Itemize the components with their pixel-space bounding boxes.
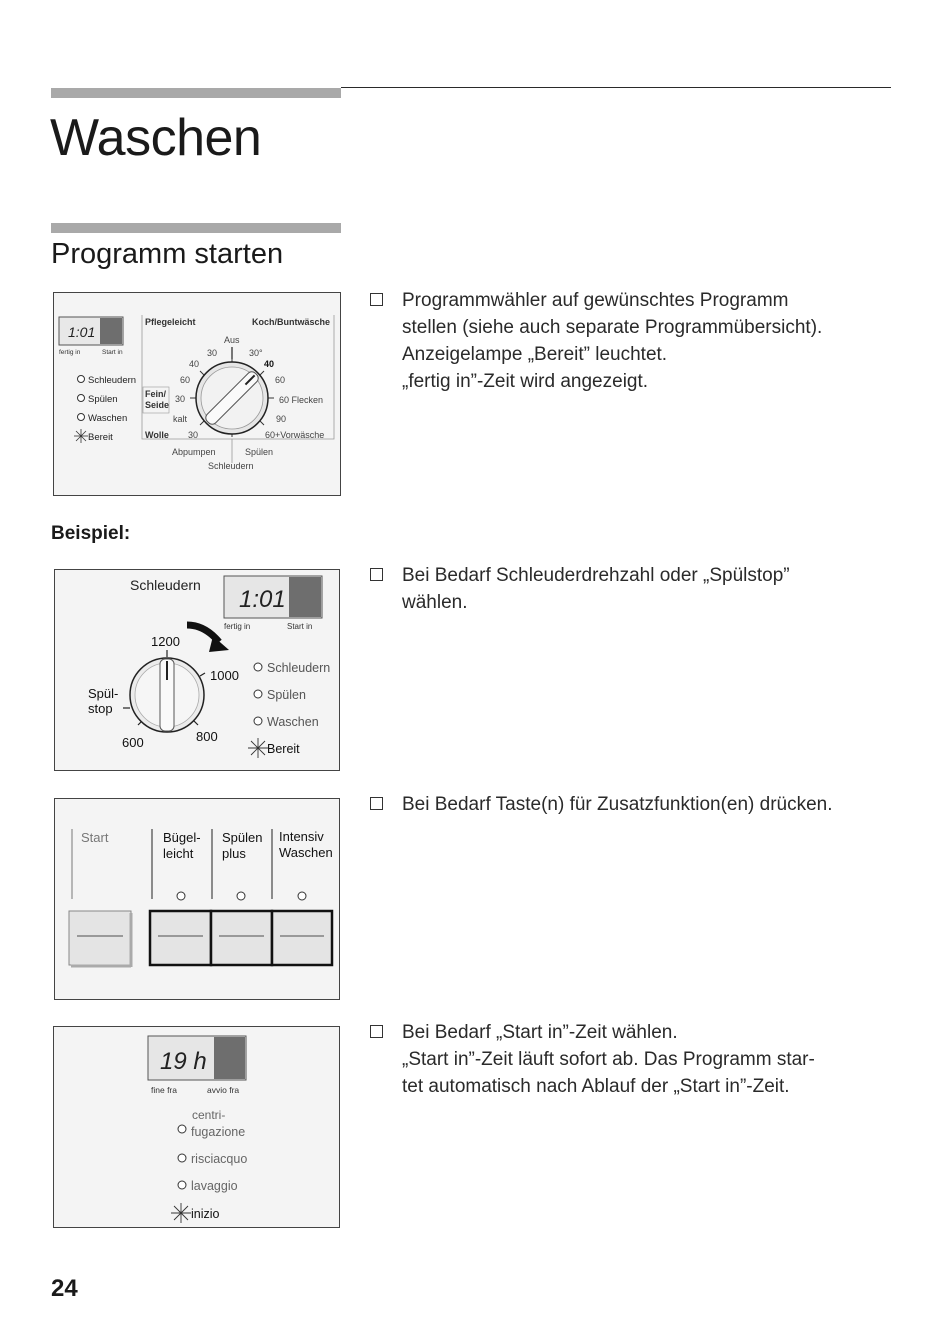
display-time: 1:01 [68, 324, 96, 340]
checkbox-icon [370, 1025, 383, 1038]
spin-knob[interactable] [123, 650, 205, 732]
label: Wolle [145, 430, 169, 440]
label: Start in [102, 349, 123, 356]
lamp-schleudern [254, 661, 330, 675]
label: Waschen [88, 413, 128, 424]
label: 30 [175, 394, 186, 404]
label: 40 [189, 359, 200, 369]
label: fertig in [224, 622, 251, 631]
label: plus [222, 846, 246, 861]
lamp-inizio [171, 1203, 220, 1223]
label: Seide [145, 400, 170, 410]
program-knob[interactable] [190, 359, 274, 437]
label: Pflegeleicht [145, 317, 196, 327]
label: 1000 [210, 668, 239, 683]
page-title: Waschen [50, 109, 262, 167]
section-bar [51, 223, 341, 233]
label: 60 Flecken [279, 395, 324, 405]
label: 30 [188, 430, 199, 440]
label: Start [81, 830, 109, 845]
lamp-bereit [248, 738, 300, 758]
label: risciacquo [191, 1152, 248, 1166]
buegel-leicht-button[interactable] [150, 911, 211, 965]
label: 90 [276, 414, 287, 424]
lamp-waschen [78, 413, 128, 424]
header-rule [341, 87, 891, 88]
lamp-waschen [254, 715, 319, 729]
label: Bereit [267, 742, 300, 756]
step-2 [370, 562, 930, 622]
intensiv-waschen-button[interactable] [272, 911, 332, 965]
label: 800 [196, 729, 218, 744]
option-buttons-panel [54, 798, 340, 1000]
start-button[interactable] [69, 911, 131, 967]
label: Spülen [267, 688, 306, 702]
label: inizio [191, 1207, 220, 1221]
label: kalt [173, 414, 188, 424]
label: Schleudern [208, 461, 254, 471]
label: Waschen [267, 715, 319, 729]
label: Abpumpen [172, 447, 216, 457]
lamp-risciacquo [178, 1152, 247, 1166]
label: Bei Bedarf „Start in”-Zeit wählen. „Start in”-Zeit läuft sofort ab. Das Programm star- tet automatisch nach Ablauf der „Start in”-Zeit. [402, 1022, 815, 1097]
label: Programmwähler auf gewünschtes Programm stellen (siehe auch separate Programmübersicht). Anzeigelampe „Bereit” leuchtet. „fertig in”-Zeit wird angezeigt. [402, 290, 823, 392]
label: fertig in [59, 349, 81, 356]
spuelen-plus-button[interactable] [211, 911, 272, 965]
step-1 [370, 287, 930, 397]
label: 1200 [151, 634, 180, 649]
label: 60+Vorwäsche [265, 430, 325, 440]
label: 600 [122, 735, 144, 750]
label: Bei Bedarf Taste(n) für Zusatzfunktion(en) drücken. [402, 794, 833, 815]
label: fugazione [191, 1125, 246, 1139]
page-number: 24 [51, 1275, 78, 1302]
label: Bereit [88, 432, 113, 443]
label: Spül- [88, 686, 119, 701]
label: Spülen [88, 394, 118, 405]
label: Schleudern [88, 375, 137, 386]
display-time: 19 h [160, 1048, 207, 1075]
checkbox-icon [370, 797, 383, 810]
label: 40 [264, 359, 275, 369]
program-selector-panel [53, 292, 341, 496]
lamp-spuelen [254, 688, 306, 702]
label: Bügel- [163, 830, 201, 845]
label: Bei Bedarf Schleuderdrehzahl oder „Spülstop” wählen. [402, 565, 790, 613]
spin-speed-panel [54, 569, 340, 771]
label: stop [88, 701, 113, 716]
checkbox-icon [370, 568, 383, 581]
label: Koch/Buntwäsche [252, 317, 331, 327]
label: Schleudern [130, 577, 201, 593]
label: fine fra [151, 1085, 177, 1095]
label: centri- [192, 1108, 226, 1122]
label: Intensiv [279, 829, 324, 844]
label: Waschen [279, 845, 333, 860]
lamp-schleudern [78, 375, 137, 386]
label: leicht [163, 846, 194, 861]
lamp-lavaggio [178, 1179, 238, 1193]
header-bar [51, 88, 341, 98]
label: Aus [224, 335, 240, 345]
checkbox-icon [370, 293, 383, 306]
label: avvio fra [207, 1085, 240, 1095]
display-time: 1:01 [239, 586, 286, 613]
example-label: Beispiel: [51, 523, 131, 544]
step-3 [370, 791, 930, 821]
label: 60 [180, 375, 191, 385]
label: Start in [287, 622, 313, 631]
lamp-centrifugazione [178, 1125, 245, 1139]
label: Fein/ [145, 389, 167, 399]
section-title: Programm starten [51, 238, 284, 270]
start-in-panel [53, 1026, 340, 1228]
label: 30° [249, 348, 263, 358]
label: 30 [207, 348, 218, 358]
step-4 [370, 1019, 930, 1104]
label: Schleudern [267, 661, 331, 675]
label: 60 [275, 375, 286, 385]
label: lavaggio [191, 1179, 238, 1193]
label: Spülen [245, 447, 274, 457]
lamp-bereit [74, 429, 113, 443]
lamp-spuelen [78, 394, 118, 405]
label: Spülen [222, 830, 263, 845]
